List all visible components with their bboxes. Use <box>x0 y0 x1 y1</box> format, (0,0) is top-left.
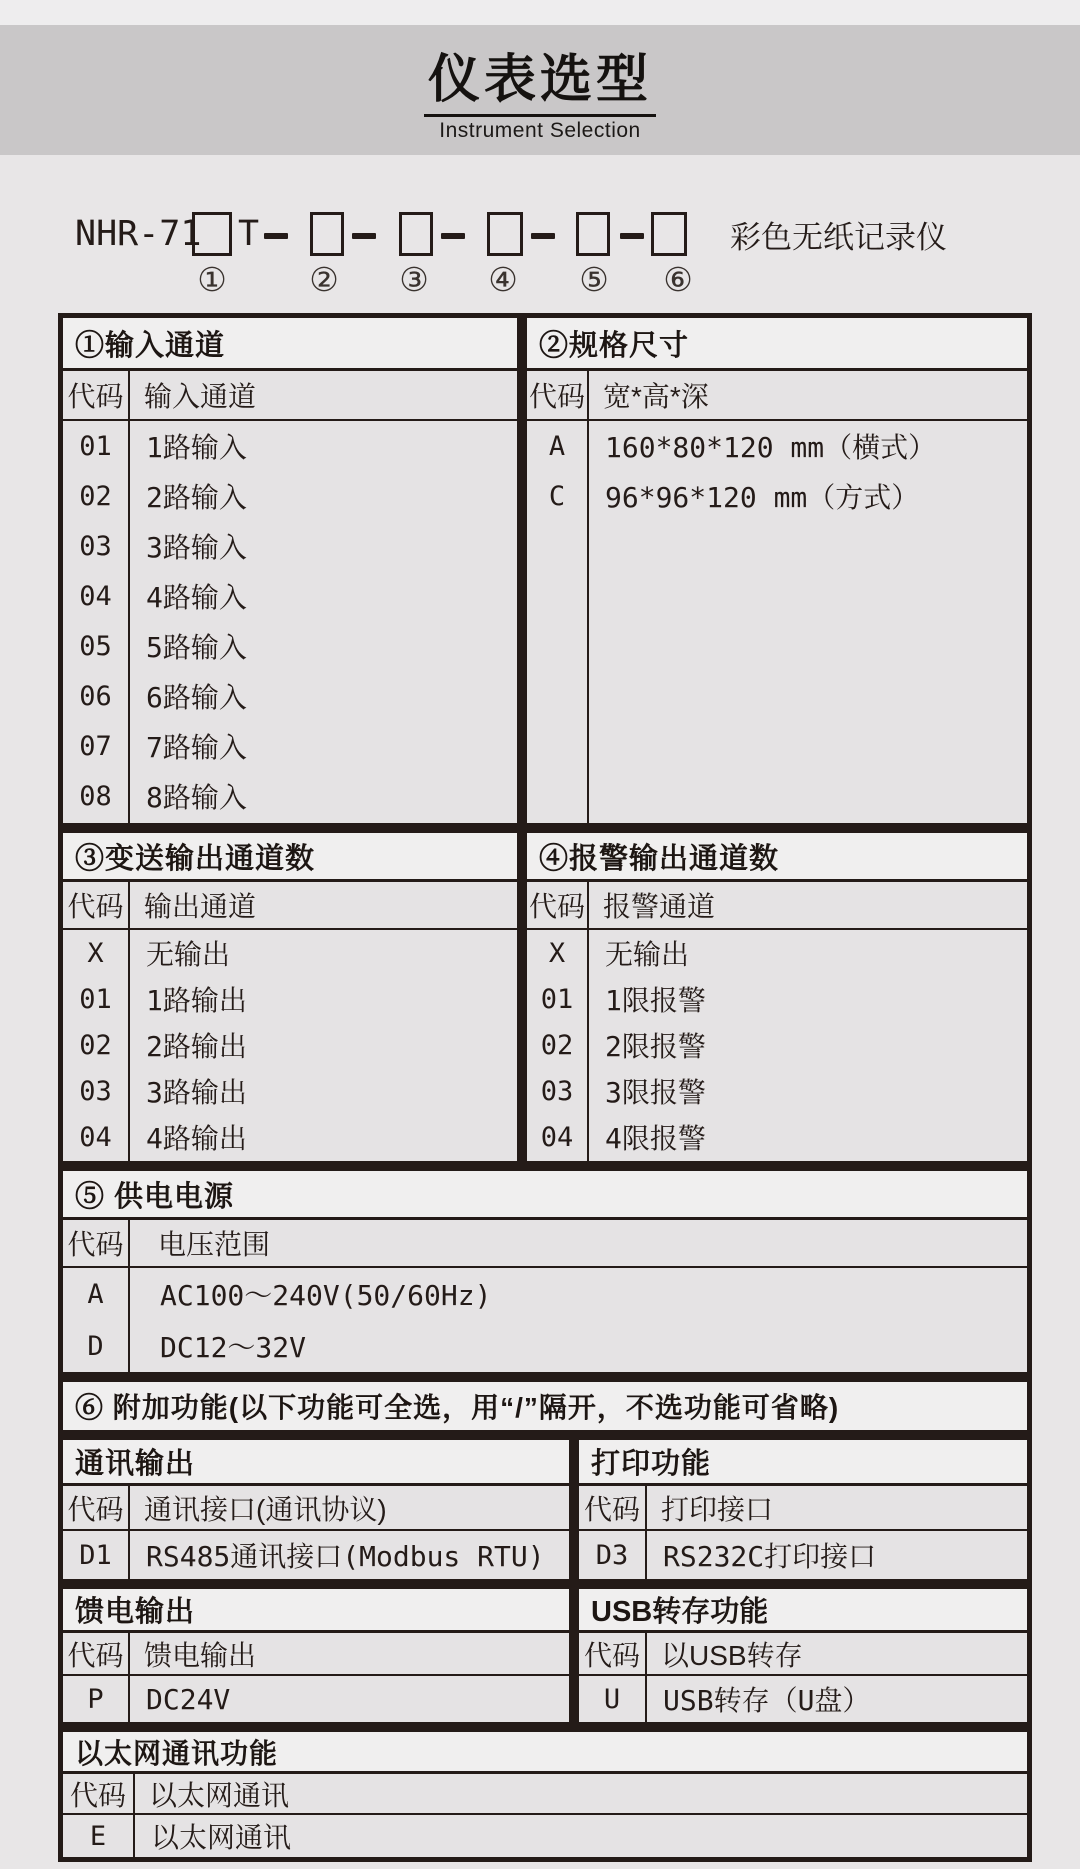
value-column-header: 输入通道 <box>144 381 257 412</box>
label-cell: 3路输出 <box>146 1076 247 1109</box>
model-box1-suffix: T <box>238 214 260 254</box>
page-subtitle: Instrument Selection <box>439 119 641 142</box>
label-cell: 96*96*120 mm（方式） <box>605 481 920 514</box>
value-column-header: 电压范围 <box>158 1229 271 1260</box>
model-box-3 <box>399 212 433 256</box>
subsection-feed-output <box>58 1584 574 1727</box>
code-cell: 04 <box>540 1121 574 1153</box>
subsection-title: USB转存功能 <box>579 1589 1027 1633</box>
subsection-print-function <box>574 1435 1032 1584</box>
label-cell: 3路输入 <box>146 531 247 564</box>
section-title: ⑤ 供电电源 <box>63 1171 1027 1220</box>
code-cell: 02 <box>79 1029 112 1061</box>
subsection-usb-transfer <box>574 1584 1032 1727</box>
subsection-title: 打印功能 <box>579 1440 1027 1486</box>
code-cell: P <box>87 1683 104 1715</box>
label-cell: 3限报警 <box>605 1076 706 1109</box>
code-cell: 03 <box>79 1075 112 1107</box>
value-column-header: 馈电输出 <box>144 1639 257 1671</box>
section-title: ③变送输出通道数 <box>63 833 517 882</box>
label-cell: 2限报警 <box>605 1030 706 1063</box>
label-cell: 7路输入 <box>146 731 247 764</box>
page-title: 仪表选型 <box>424 37 656 117</box>
label-cell: 1路输入 <box>146 431 247 464</box>
model-dash <box>352 233 376 239</box>
model-prefix: NHR-71 <box>75 214 202 254</box>
code-cell: D <box>87 1330 104 1362</box>
value-column-header: 输出通道 <box>144 891 257 922</box>
label-cell: 2路输入 <box>146 481 247 514</box>
code-column-header: 代码 <box>63 1774 135 1813</box>
marker-5: ⑤ <box>579 261 609 298</box>
label-cell: DC24V <box>146 1682 231 1716</box>
label-cell: 无输出 <box>605 938 690 971</box>
code-cell: A <box>87 1278 104 1310</box>
code-column-header: 代码 <box>63 371 130 419</box>
value-column-header: 报警通道 <box>603 891 716 922</box>
code-cell: 05 <box>79 630 112 662</box>
label-cell: AC100～240V(50/60Hz) <box>160 1279 492 1312</box>
label-cell: 4路输入 <box>146 581 247 614</box>
marker-1: ① <box>197 261 227 298</box>
section-extra-functions <box>58 1377 1032 1435</box>
label-cell: RS485通讯接口(Modbus RTU) <box>146 1540 545 1573</box>
code-cell: 03 <box>540 1075 574 1107</box>
model-box-1 <box>192 212 232 256</box>
code-column-header: 代码 <box>63 1633 130 1674</box>
label-cell: RS232C打印接口 <box>663 1540 877 1573</box>
label-cell: 8路输入 <box>146 781 247 814</box>
section-dimensions <box>522 313 1032 828</box>
section-transmit-output <box>58 828 522 1166</box>
code-cell: X <box>548 937 566 969</box>
label-cell: 以太网通讯 <box>151 1821 292 1854</box>
section-input-channels <box>58 313 522 828</box>
code-column-header: 代码 <box>527 371 589 419</box>
subsection-title: 以太网通讯功能 <box>63 1732 1027 1774</box>
label-cell: DC12～32V <box>160 1331 307 1364</box>
section-title: ⑥ 附加功能(以下功能可全选，用“/”隔开，不选功能可省略) <box>63 1382 1027 1430</box>
label-cell: 4路输出 <box>146 1122 247 1155</box>
code-cell: A <box>548 430 566 462</box>
section-title: ④报警输出通道数 <box>527 833 1027 882</box>
code-cell: 03 <box>79 530 112 562</box>
code-cell: 07 <box>79 730 112 762</box>
label-cell: 4限报警 <box>605 1122 706 1155</box>
code-cell: 01 <box>79 430 112 462</box>
code-cell: 04 <box>79 1121 112 1153</box>
model-dash <box>531 233 555 239</box>
code-cell: U <box>603 1683 621 1715</box>
section-alarm-output <box>522 828 1032 1166</box>
label-cell: 6路输入 <box>146 681 247 714</box>
label-cell: 2路输出 <box>146 1030 247 1063</box>
model-box-6 <box>651 212 687 256</box>
section-power-supply <box>58 1166 1032 1377</box>
code-column-header: 代码 <box>63 882 130 928</box>
label-cell: USB转存（U盘） <box>663 1684 871 1717</box>
code-cell: 08 <box>79 780 112 812</box>
code-cell: 02 <box>79 480 112 512</box>
label-cell: 无输出 <box>146 938 231 971</box>
subsection-title: 馈电输出 <box>63 1589 569 1633</box>
model-dash <box>264 233 288 239</box>
top-strip <box>0 0 1080 25</box>
value-column-header: 打印接口 <box>661 1493 774 1525</box>
marker-6: ⑥ <box>663 261 693 298</box>
code-cell: 01 <box>540 983 574 1015</box>
section-title: ①输入通道 <box>63 318 517 371</box>
label-cell: 1路输出 <box>146 984 247 1017</box>
label-cell: 160*80*120 mm（横式） <box>605 431 937 464</box>
code-column-header: 代码 <box>579 1486 647 1529</box>
value-column-header: 通讯接口(通讯协议) <box>144 1493 387 1525</box>
marker-2: ② <box>309 261 339 298</box>
code-cell: C <box>548 480 566 512</box>
code-cell: X <box>87 937 104 969</box>
marker-3: ③ <box>399 261 429 298</box>
model-box-2 <box>310 212 344 256</box>
code-column-header: 代码 <box>63 1486 130 1529</box>
code-cell: E <box>89 1820 107 1852</box>
label-cell: 1限报警 <box>605 984 706 1017</box>
marker-4: ④ <box>488 261 518 298</box>
code-column-header: 代码 <box>63 1220 130 1266</box>
section-title: ②规格尺寸 <box>527 318 1027 371</box>
code-column-header: 代码 <box>579 1633 647 1674</box>
value-column-header: 宽*高*深 <box>603 381 709 412</box>
title-band <box>0 25 1080 155</box>
model-box-4 <box>487 212 523 256</box>
code-cell: D3 <box>595 1539 629 1571</box>
code-cell: 04 <box>79 580 112 612</box>
code-column-header: 代码 <box>527 882 589 928</box>
label-cell: 5路输入 <box>146 631 247 664</box>
model-box-5 <box>576 212 610 256</box>
code-cell: D1 <box>79 1539 112 1571</box>
model-dash <box>441 233 465 239</box>
code-cell: 02 <box>540 1029 574 1061</box>
subsection-ethernet <box>58 1727 1032 1862</box>
model-dash <box>620 233 644 239</box>
value-column-header: 以太网通讯 <box>149 1779 290 1811</box>
code-cell: 01 <box>79 983 112 1015</box>
value-column-header: 以USB转存 <box>661 1639 803 1671</box>
model-product-name: 彩色无纸记录仪 <box>730 219 947 255</box>
subsection-title: 通讯输出 <box>63 1440 569 1486</box>
code-cell: 06 <box>79 680 112 712</box>
subsection-comm-output <box>58 1435 574 1584</box>
